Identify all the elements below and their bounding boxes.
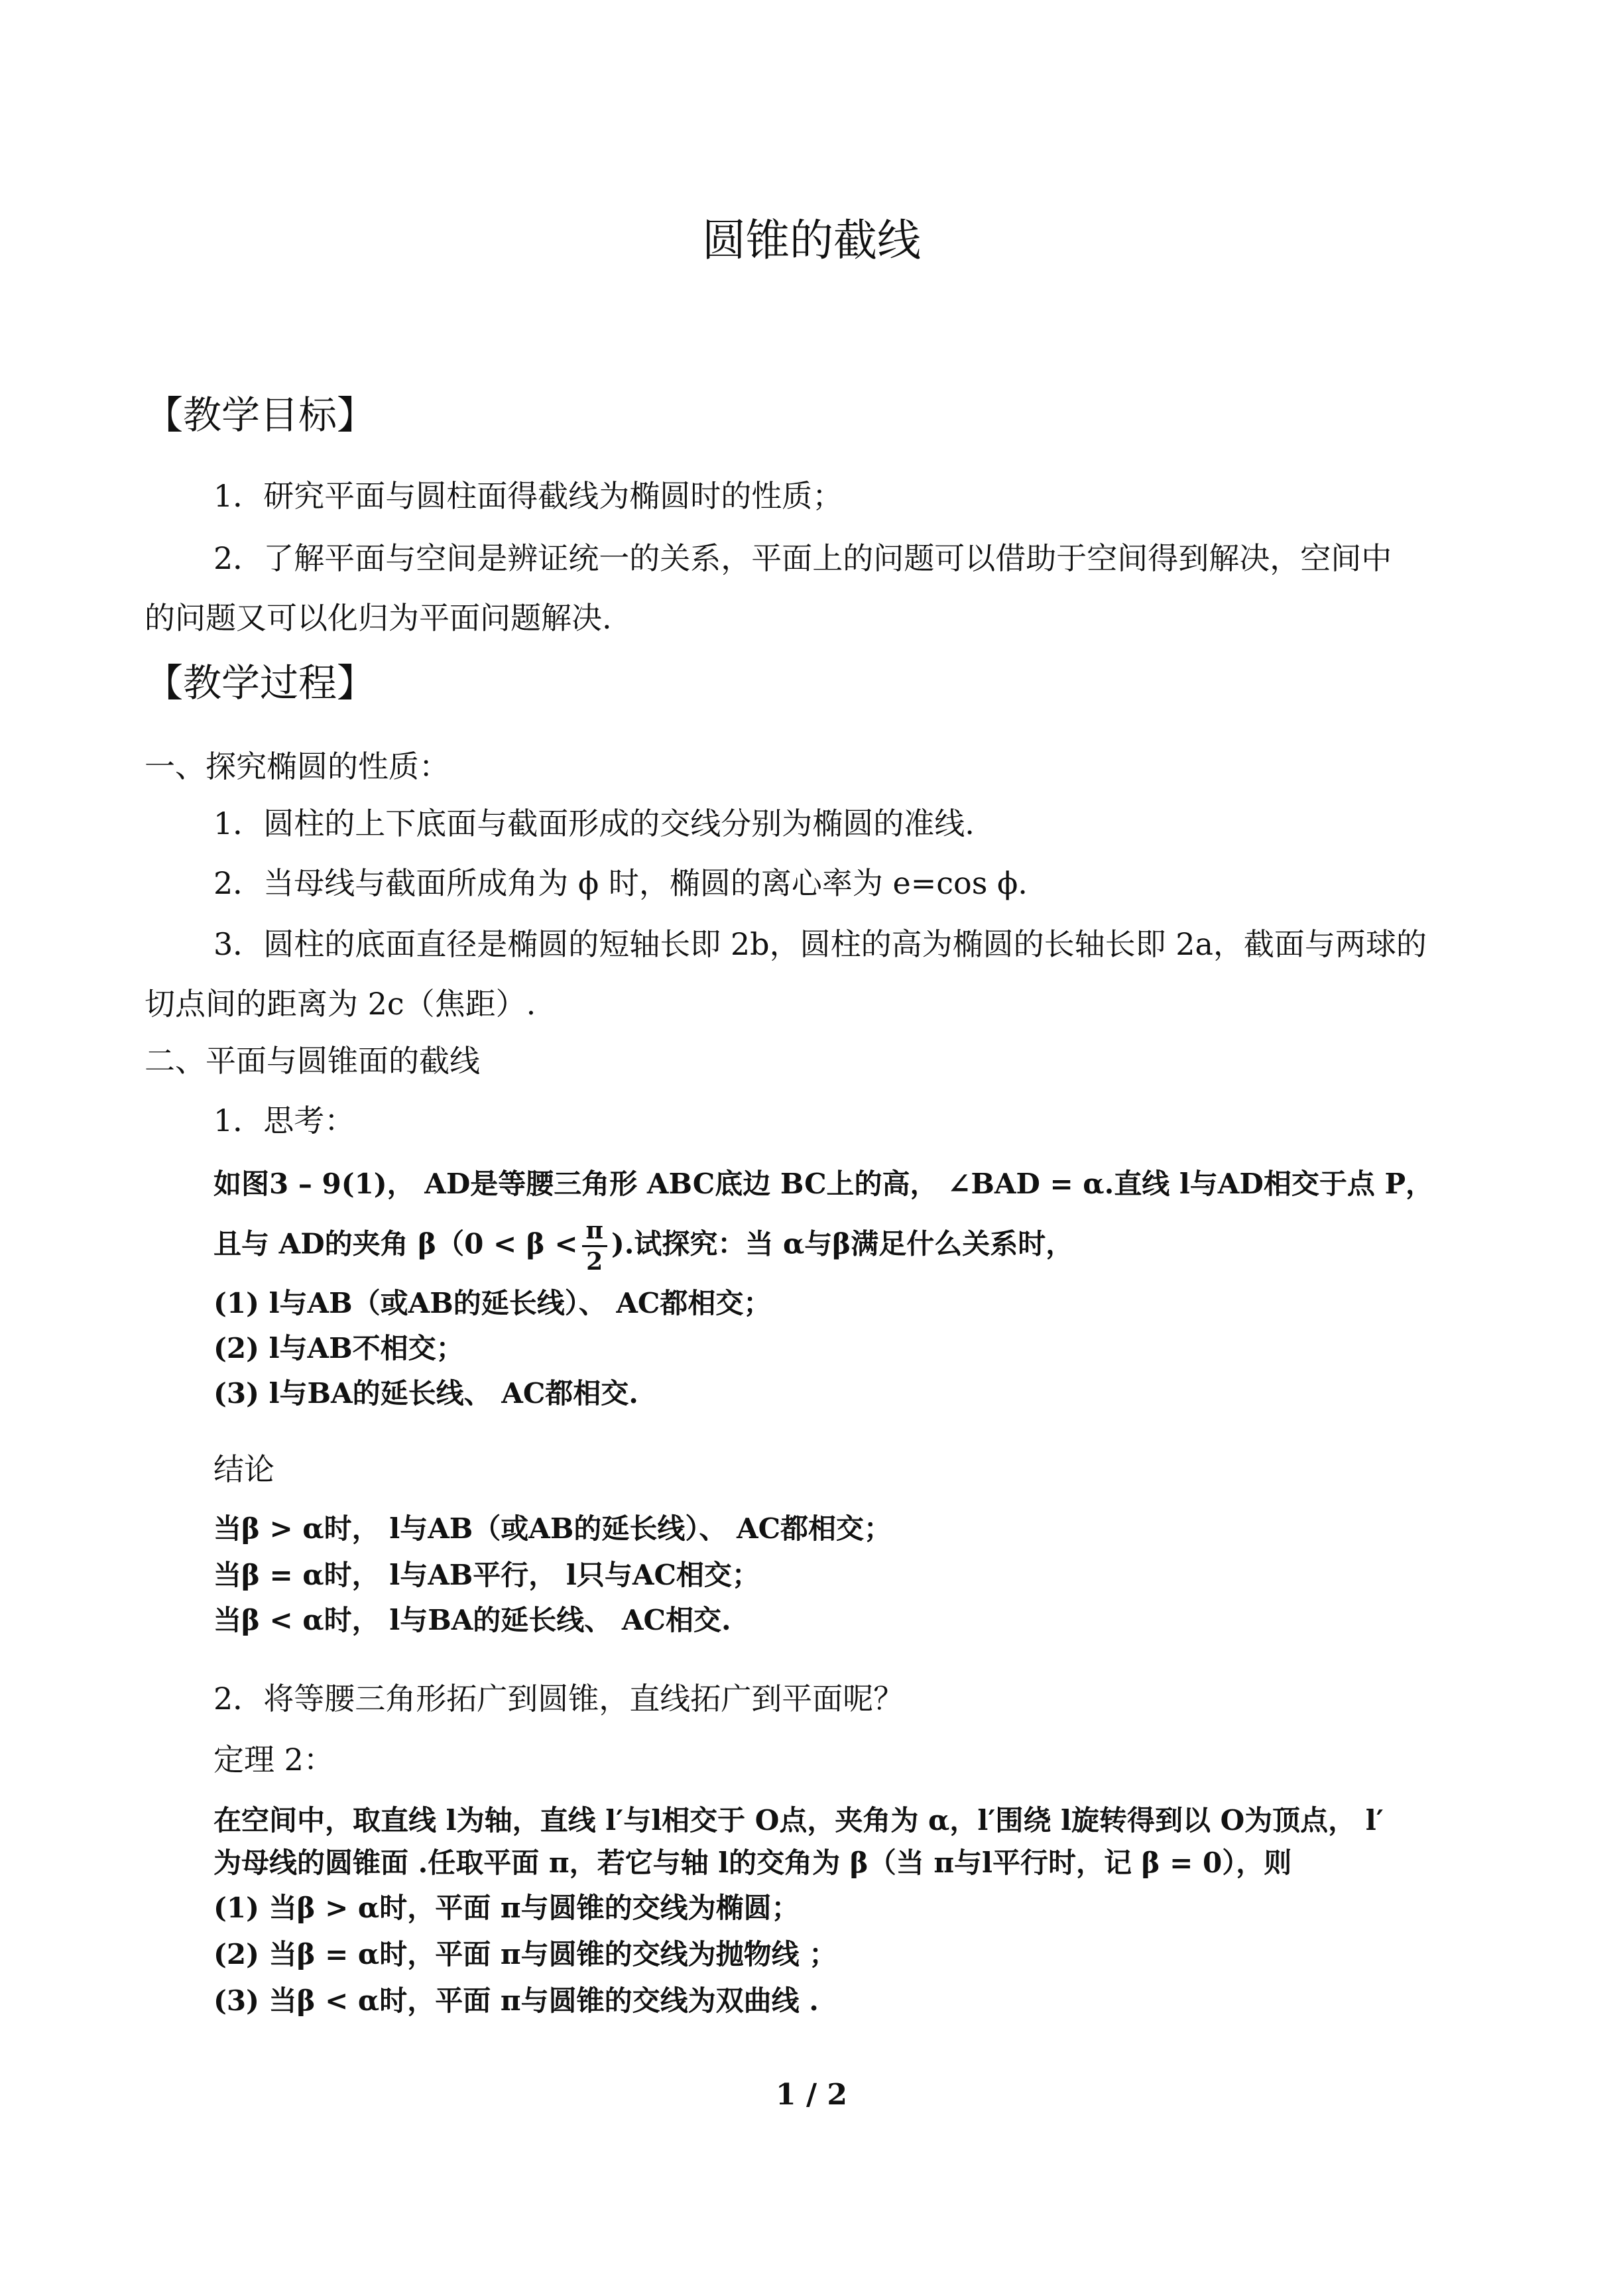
think-line-2: [213, 1216, 1073, 1276]
objective-2-cont: 的问题又可以化归为平面问题解决.: [145, 600, 612, 636]
conclusion-2: 当β = α时， l与AB平行， l只与AC相交；: [213, 1559, 760, 1591]
fraction-denominator: 2: [586, 1248, 603, 1276]
objective-1: 1．研究平面与圆柱面得截线为椭圆时的性质；: [213, 478, 843, 514]
page-number: 1 / 2: [776, 2078, 847, 2112]
extend-question: 2．将等腰三角形拓广到圆锥，直线拓广到平面呢？: [213, 1681, 904, 1717]
theorem-line-1: 在空间中，取直线 l为轴，直线 l′与l相交于 O点，夹角为 α，l′围绕 l旋转得到以 O为顶点， l′: [213, 1804, 1384, 1837]
conclusion-3: 当β < α时， l与BA的延长线、 AC相交.: [213, 1604, 731, 1636]
theorem-case-1: (1) 当β > α时，平面 π与圆锥的交线为椭圆；: [213, 1892, 800, 1924]
think-case-3: (3) l与BA的延长线、 AC都相交.: [213, 1377, 638, 1410]
part2-heading: 二、平面与圆锥面的截线: [145, 1043, 480, 1079]
think-line-2-start: 且与 AD的夹角 β（0 < β <: [213, 1227, 578, 1260]
theorem-case-2: (2) 当β = α时，平面 π与圆锥的交线为抛物线 ；: [213, 1938, 837, 1970]
part1-item-1: 1．圆柱的上下底面与截面形成的交线分别为椭圆的准线.: [213, 806, 975, 841]
think-case-1: (1) l与AB（或AB的延长线）、 AC都相交；: [213, 1287, 772, 1319]
theorem-line-2: 为母线的圆锥面 .任取平面 π，若它与轴 l的交角为 β（当 π与l平行时，记 β = 0），则: [213, 1846, 1292, 1879]
objectives-heading: 【教学目标】: [145, 393, 376, 438]
think-line-2-end: ).试探究：当 α与β满足什么关系时，: [611, 1227, 1074, 1260]
theorem-case-3: (3) 当β < α时，平面 π与圆锥的交线为双曲线 .: [213, 1984, 819, 2017]
part1-item-2: 2．当母线与截面所成角为 ϕ 时，椭圆的离心率为 e=cos ϕ.: [213, 865, 1028, 901]
process-heading: 【教学过程】: [145, 660, 376, 705]
think-case-2: (2) l与AB不相交；: [213, 1332, 464, 1364]
page-title: 圆锥的截线: [702, 215, 921, 266]
part1-item-3: 3．圆柱的底面直径是椭圆的短轴长即 2b，圆柱的高为椭圆的长轴长即 2a，截面与两球的: [213, 926, 1427, 962]
conclusion-heading: 结论: [213, 1451, 274, 1487]
part1-heading: 一、探究椭圆的性质：: [145, 749, 450, 784]
think-line-1: 如图3 – 9(1)， AD是等腰三角形 ABC底边 BC上的高， ∠BAD = α.直线 l与AD相交于点 P，: [213, 1168, 1434, 1200]
objective-2: 2．了解平面与空间是辨证统一的关系，平面上的问题可以借助于空间得到解决，空间中: [213, 540, 1392, 576]
fraction-numerator: π: [582, 1216, 607, 1247]
think-heading: 1．思考：: [213, 1103, 355, 1138]
pi-over-2-fraction: [582, 1216, 607, 1276]
part1-item-3-cont: 切点间的距离为 2c（焦距）.: [145, 986, 536, 1022]
conclusion-1: 当β > α时， l与AB（或AB的延长线）、 AC都相交；: [213, 1512, 892, 1545]
theorem-heading: 定理 2：: [213, 1742, 334, 1778]
